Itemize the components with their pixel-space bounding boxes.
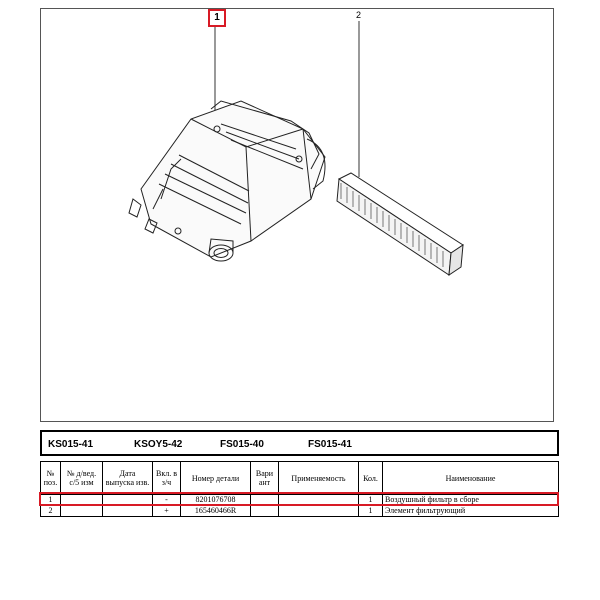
model-code: FS015-41 [308, 439, 352, 450]
table-header-row [41, 462, 559, 495]
header-quantity: Кол. [359, 462, 383, 495]
parts-diagram-frame [40, 8, 554, 422]
header-part-number: Номер детали [181, 462, 251, 495]
cell-release-date [103, 506, 153, 517]
cell-part-number: 165460466R [181, 506, 251, 517]
callout-item-2: 2 [356, 10, 362, 20]
header-release-date: Дата выпуска изв. [103, 462, 153, 495]
header-applicability: Применяемость [279, 462, 359, 495]
cell-quantity: 1 [359, 506, 383, 517]
cell-part-number: 8201076708 [181, 495, 251, 506]
parts-table [40, 461, 559, 517]
row-highlight-box [39, 492, 559, 506]
cell-name: Воздушный фильтр в сборе [383, 495, 559, 506]
header-pos: № поз. [41, 462, 61, 495]
cell-included: + [153, 506, 181, 517]
header-name: Наименование [383, 462, 559, 495]
filter-element-drawing [337, 173, 463, 275]
cell-pos: 1 [41, 495, 61, 506]
model-code: KS015-41 [48, 439, 94, 450]
cell-variant [251, 506, 279, 517]
model-code-bar [40, 430, 559, 456]
parts-diagram [41, 9, 553, 421]
cell-included: - [153, 495, 181, 506]
cell-quantity: 1 [359, 495, 383, 506]
cell-notice-no [61, 506, 103, 517]
table-row[interactable] [41, 506, 559, 517]
header-notice-no: № д/вед. с/5 изм [61, 462, 103, 495]
cell-pos: 2 [41, 506, 61, 517]
model-code: FS015-40 [220, 439, 264, 450]
cell-name: Элемент фильтрующий [383, 506, 559, 517]
air-filter-housing-drawing [129, 101, 325, 261]
header-included: Вкл. в з/ч [153, 462, 181, 495]
cell-applicability [279, 506, 359, 517]
model-code: KSOY5-42 [134, 439, 183, 450]
callout-item-1: 1 [208, 9, 226, 27]
header-variant: Вари ант [251, 462, 279, 495]
